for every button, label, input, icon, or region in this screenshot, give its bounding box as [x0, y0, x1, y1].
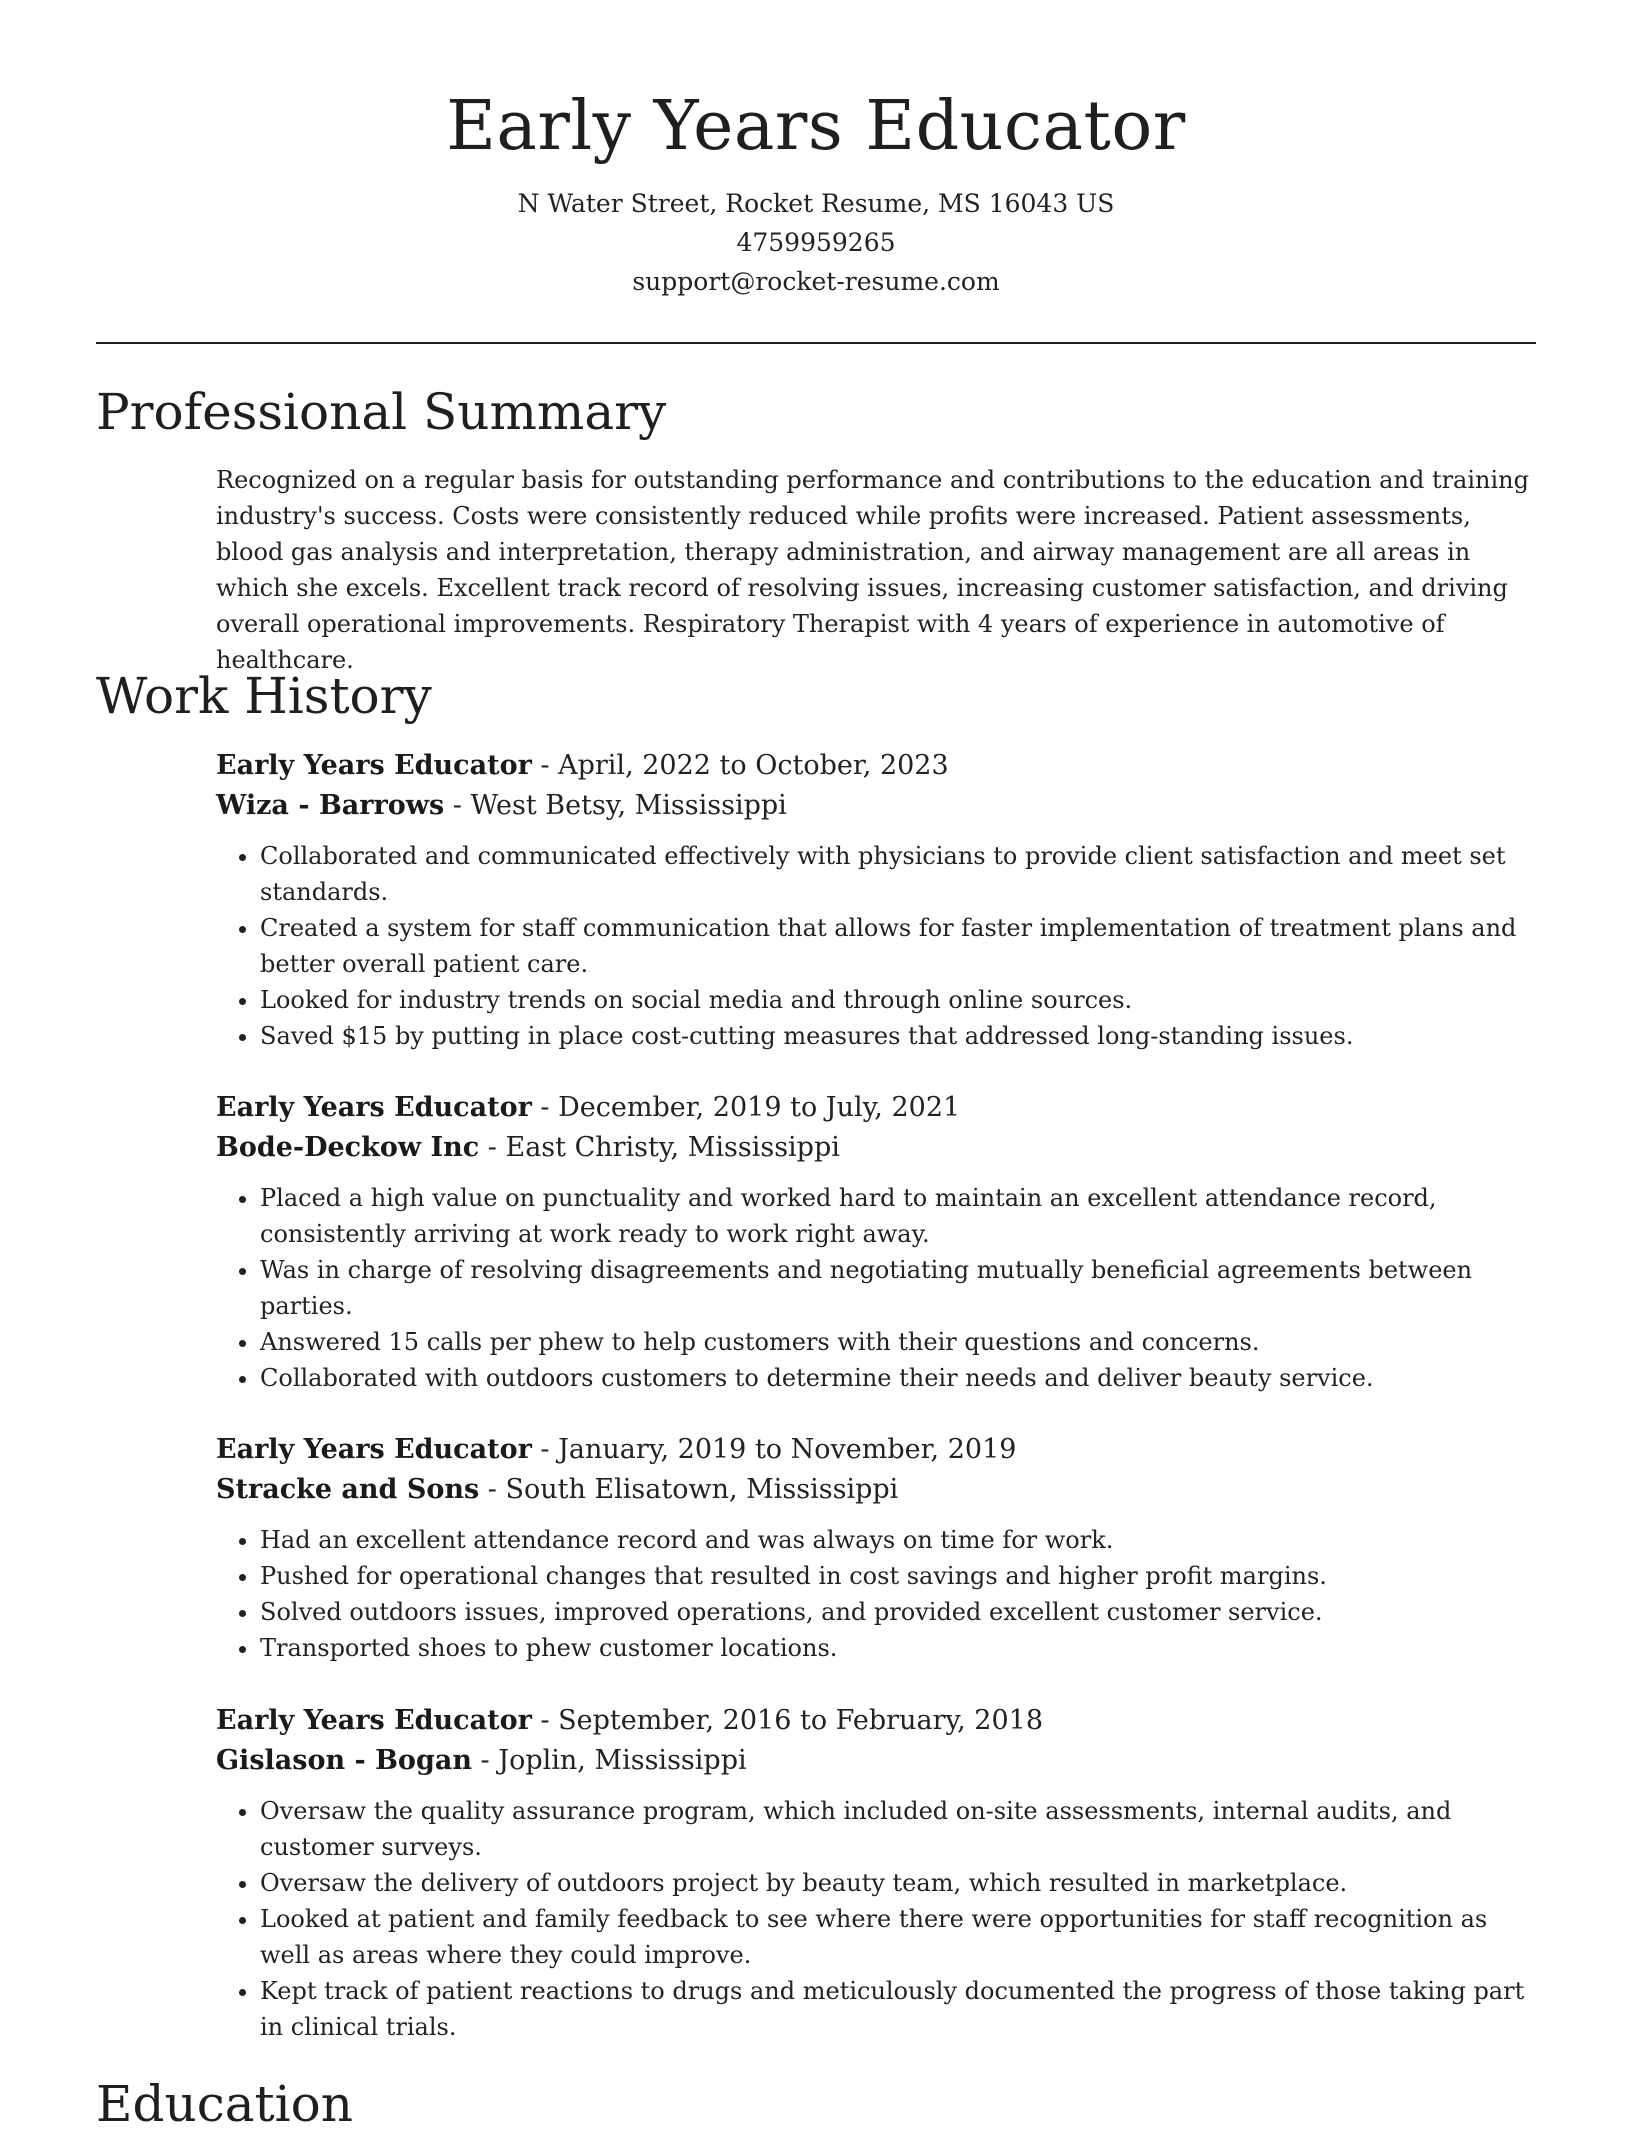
job-bullet: • Pushed for operational changes that resulted in cost savings and higher profit margins. [260, 1558, 1536, 1594]
job-bullets [216, 1180, 1536, 1396]
job-title-line [216, 1088, 1536, 1128]
job-bullet: • Collaborated with outdoors customers to determine their needs and deliver beauty service. [260, 1360, 1536, 1396]
resume-header [0, 80, 1632, 301]
job-dates: - December, 2019 to July, 2021 [540, 1092, 961, 1123]
job-bullets [216, 1793, 1536, 2045]
job-bullet: • Kept track of patient reactions to drugs and meticulously documented the progress of those taking part in clinical trials. [260, 1973, 1536, 2045]
job-company: Bode-Deckow Inc [216, 1132, 480, 1163]
job-dates: - September, 2016 to February, 2018 [540, 1705, 1044, 1736]
job-bullet: • Oversaw the quality assurance program, which included on-site assessments, internal audits, and customer surveys. [260, 1793, 1536, 1865]
job-bullet: • Was in charge of resolving disagreements and negotiating mutually beneficial agreements between parties. [260, 1252, 1536, 1324]
job-entry [216, 1088, 1536, 1396]
job-company: Stracke and Sons [216, 1474, 480, 1505]
job-title: Early Years Educator [216, 750, 532, 781]
job-bullet: • Transported shoes to phew customer locations. [260, 1630, 1536, 1666]
job-bullet: • Answered 15 calls per phew to help customers with their questions and concerns. [260, 1324, 1536, 1360]
summary-heading: Professional Summary [96, 383, 667, 441]
education-heading: Education [96, 2075, 353, 2133]
job-company-line [216, 786, 1536, 826]
job-bullets [216, 1522, 1536, 1666]
job-location: - Joplin, Mississippi [480, 1745, 747, 1776]
job-bullet: • Placed a high value on punctuality and worked hard to maintain an excellent attendance record, consistently arriving at work ready to work right away. [260, 1180, 1536, 1252]
job-dates: - January, 2019 to November, 2019 [540, 1434, 1017, 1465]
job-entry [216, 1430, 1536, 1666]
job-company: Wiza - Barrows [216, 790, 445, 821]
job-title: Early Years Educator [216, 1434, 532, 1465]
job-title: Early Years Educator [216, 1705, 532, 1736]
candidate-name: Early Years Educator [446, 87, 1186, 166]
job-bullet: • Oversaw the delivery of outdoors project by beauty team, which resulted in marketplace. [260, 1865, 1536, 1901]
job-company-line [216, 1470, 1536, 1510]
job-title-line [216, 1430, 1536, 1470]
email: support@rocket-resume.com [632, 267, 1000, 296]
job-title-line [216, 1701, 1536, 1741]
job-company-line [216, 1128, 1536, 1168]
job-entry [216, 746, 1536, 1054]
job-company-line [216, 1741, 1536, 1781]
job-bullet: • Looked for industry trends on social media and through online sources. [260, 982, 1536, 1018]
address: N Water Street, Rocket Resume, MS 16043 US [517, 189, 1115, 218]
header-divider [96, 342, 1536, 344]
job-bullet: • Had an excellent attendance record and was always on time for work. [260, 1522, 1536, 1558]
job-bullet: • Saved $15 by putting in place cost-cutting measures that addressed long-standing issues. [260, 1018, 1536, 1054]
job-bullet: • Collaborated and communicated effectively with physicians to provide client satisfaction and meet set standards. [260, 838, 1536, 910]
job-bullet: • Solved outdoors issues, improved operations, and provided excellent customer service. [260, 1594, 1536, 1630]
job-location: - South Elisatown, Mississippi [487, 1474, 899, 1505]
phone: 4759959265 [736, 228, 896, 257]
job-bullet: • Created a system for staff communication that allows for faster implementation of treatment plans and better overall patient care. [260, 910, 1536, 982]
job-location: - East Christy, Mississippi [487, 1132, 840, 1163]
contact-info [0, 184, 1632, 301]
job-title-line [216, 746, 1536, 786]
summary-text: Recognized on a regular basis for outstanding performance and contributions to the education and training industry's success. Costs were consistently reduced while profits were increased. Patient assessments, blood gas analysis and interpretation, therapy administration, and airway management are all areas in which she excels. Excellent track record of resolving issues, increasing customer satisfaction, and driving overall operational improvements. Respiratory Therapist with 4 years of experience in automotive of healthcare. [216, 466, 1529, 674]
job-dates: - April, 2022 to October, 2023 [540, 750, 949, 781]
job-bullet: • Looked at patient and family feedback to see where there were opportunities for staff recognition as well as areas where they could improve. [260, 1901, 1536, 1973]
job-title: Early Years Educator [216, 1092, 532, 1123]
job-company: Gislason - Bogan [216, 1745, 472, 1776]
job-location: - West Betsy, Mississippi [452, 790, 787, 821]
work-history-heading: Work History [96, 667, 432, 725]
job-bullets [216, 838, 1536, 1054]
job-entry [216, 1701, 1536, 2045]
